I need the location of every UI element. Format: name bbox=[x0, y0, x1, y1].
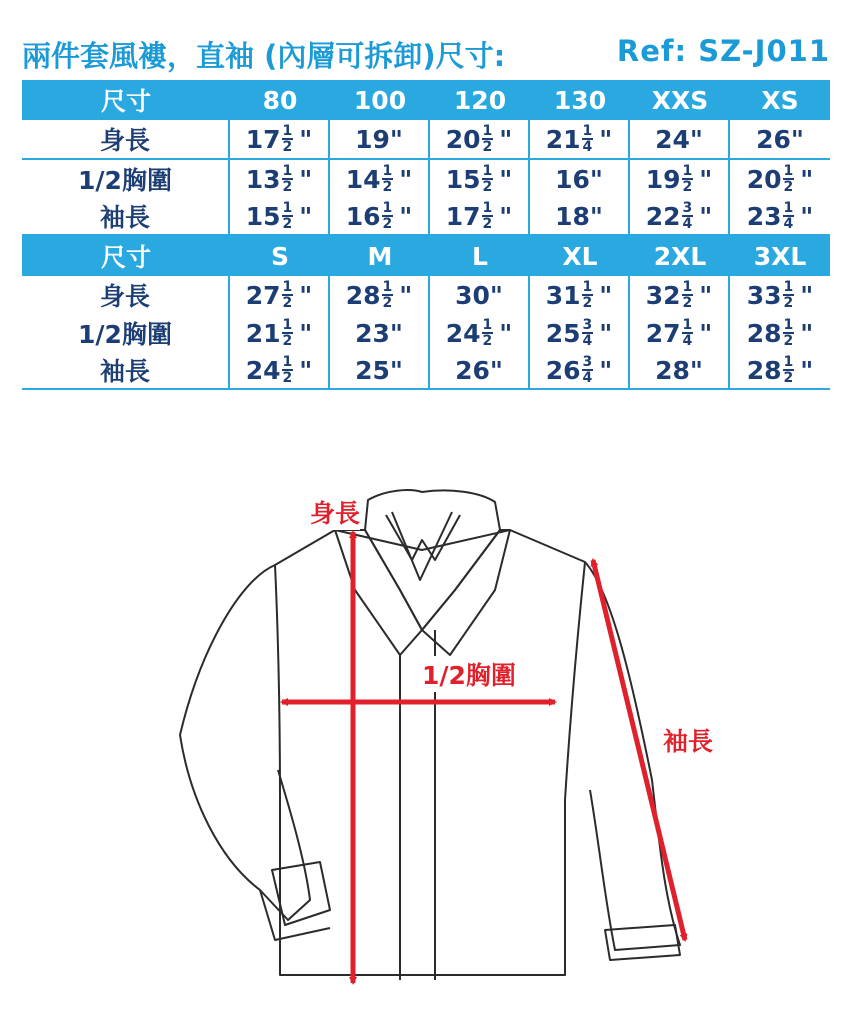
measurement-cell bbox=[730, 120, 830, 158]
fraction-part bbox=[382, 164, 394, 194]
whole-part: 20 bbox=[746, 164, 782, 194]
denominator: 2 bbox=[682, 179, 693, 195]
inch-mark: " bbox=[399, 280, 413, 310]
measurement-cell bbox=[730, 276, 830, 314]
numerator: 1 bbox=[282, 123, 293, 139]
measurement-fraction bbox=[446, 318, 513, 348]
fraction-part bbox=[482, 124, 494, 154]
measurement-cell bbox=[730, 314, 830, 352]
fraction-part bbox=[783, 164, 795, 194]
fraction-part bbox=[783, 355, 795, 385]
measurement-cell bbox=[630, 276, 730, 314]
denominator: 4 bbox=[582, 139, 593, 155]
header-size-cell: XXS bbox=[651, 85, 709, 115]
size-table bbox=[22, 80, 830, 390]
header-size-cell: 100 bbox=[353, 85, 407, 115]
fraction-part bbox=[482, 318, 494, 348]
inch-mark: " bbox=[800, 164, 814, 194]
fraction-part bbox=[282, 355, 294, 385]
measurement-cell bbox=[330, 120, 430, 158]
inch-mark: " bbox=[599, 280, 613, 310]
fraction-part bbox=[382, 201, 394, 231]
numerator: 1 bbox=[682, 163, 693, 179]
numerator: 1 bbox=[482, 123, 493, 139]
denominator: 2 bbox=[482, 139, 493, 155]
denominator: 2 bbox=[282, 179, 293, 195]
fraction-part bbox=[282, 201, 294, 231]
measurement-fraction bbox=[446, 201, 513, 231]
fraction-part bbox=[582, 318, 594, 348]
measurement-fraction bbox=[246, 318, 313, 348]
inch-mark: " bbox=[299, 355, 313, 385]
measurement-fraction bbox=[646, 280, 713, 310]
numerator: 1 bbox=[482, 200, 493, 216]
whole-part: 21 bbox=[245, 318, 281, 348]
measurement-cell bbox=[230, 276, 330, 314]
fraction-part bbox=[282, 280, 294, 310]
measurement-fraction bbox=[246, 124, 313, 154]
sleeve-label: 袖長 bbox=[663, 722, 713, 758]
fraction-part bbox=[682, 201, 694, 231]
inch-mark: " bbox=[699, 318, 713, 348]
numerator: 1 bbox=[282, 200, 293, 216]
numerator: 1 bbox=[282, 317, 293, 333]
numerator: 1 bbox=[783, 163, 794, 179]
measurement-fraction bbox=[246, 355, 313, 385]
fraction-part bbox=[783, 201, 795, 231]
measurement-cell bbox=[430, 276, 530, 314]
header-size-label: 尺寸 bbox=[100, 243, 151, 272]
inch-mark: " bbox=[499, 201, 513, 231]
numerator: 3 bbox=[582, 317, 593, 333]
row-label: 袖長 bbox=[22, 352, 230, 388]
denominator: 2 bbox=[582, 295, 593, 311]
numerator: 1 bbox=[382, 163, 393, 179]
whole-part: 26 bbox=[545, 355, 581, 385]
denominator: 2 bbox=[282, 216, 293, 232]
header-size-cell: 2XL bbox=[653, 241, 707, 271]
measurement-cell bbox=[530, 120, 630, 158]
measurement-cell bbox=[630, 120, 730, 158]
fraction-part bbox=[783, 318, 795, 348]
numerator: 1 bbox=[682, 317, 693, 333]
whole-part: 16 bbox=[345, 201, 381, 231]
denominator: 4 bbox=[783, 216, 794, 232]
fraction-part bbox=[382, 280, 394, 310]
measurement-fraction bbox=[446, 124, 513, 154]
measurement-cell bbox=[630, 352, 730, 388]
whole-part: 24 bbox=[245, 355, 281, 385]
length-label: 身長 bbox=[310, 494, 360, 530]
inch-mark: " bbox=[599, 355, 613, 385]
numerator: 1 bbox=[282, 354, 293, 370]
denominator: 2 bbox=[783, 370, 794, 386]
row-label: 身長 bbox=[22, 120, 230, 158]
numerator: 1 bbox=[582, 123, 593, 139]
measurement-value: 28" bbox=[655, 355, 703, 385]
inch-mark: " bbox=[699, 201, 713, 231]
inch-mark: " bbox=[800, 318, 814, 348]
whole-part: 27 bbox=[245, 280, 281, 310]
measurement-cell bbox=[730, 160, 830, 198]
whole-part: 17 bbox=[445, 201, 481, 231]
table-header-row bbox=[22, 238, 830, 274]
inch-mark: " bbox=[399, 164, 413, 194]
measurement-value: 16" bbox=[555, 164, 603, 194]
measurement-fraction bbox=[246, 164, 313, 194]
measurement-value: 19" bbox=[355, 124, 403, 154]
row-label: 身長 bbox=[22, 276, 230, 314]
denominator: 2 bbox=[482, 216, 493, 232]
inch-mark: " bbox=[800, 280, 814, 310]
measurement-cell bbox=[630, 198, 730, 234]
header-size-cell: 120 bbox=[453, 85, 507, 115]
measurement-cell bbox=[630, 160, 730, 198]
whole-part: 21 bbox=[545, 124, 581, 154]
whole-part: 28 bbox=[746, 318, 782, 348]
measurement-value: 30" bbox=[455, 280, 503, 310]
header-size-cell: S bbox=[270, 241, 289, 271]
whole-part: 24 bbox=[445, 318, 481, 348]
inch-mark: " bbox=[699, 164, 713, 194]
measurement-fraction bbox=[646, 318, 713, 348]
chest-label: 1/2胸圍 bbox=[422, 656, 516, 692]
measurement-value: 26" bbox=[756, 124, 804, 154]
header-size-label: 尺寸 bbox=[100, 87, 151, 116]
chart-heading bbox=[22, 34, 830, 74]
numerator: 1 bbox=[282, 163, 293, 179]
measurement-cell bbox=[330, 276, 430, 314]
fraction-part bbox=[682, 318, 694, 348]
whole-part: 28 bbox=[345, 280, 381, 310]
measurement-cell bbox=[330, 314, 430, 352]
whole-part: 20 bbox=[445, 124, 481, 154]
jacket-diagram bbox=[160, 470, 720, 1000]
denominator: 2 bbox=[382, 179, 393, 195]
fraction-part bbox=[482, 201, 494, 231]
measurement-cell bbox=[430, 120, 530, 158]
measurement-value: 24" bbox=[655, 124, 703, 154]
fraction-part bbox=[582, 355, 594, 385]
header-size-cell: XS bbox=[761, 85, 799, 115]
row-label: 袖長 bbox=[22, 198, 230, 234]
measurement-fraction bbox=[246, 280, 313, 310]
inch-mark: " bbox=[599, 318, 613, 348]
denominator: 4 bbox=[582, 333, 593, 349]
header-size-cell: 80 bbox=[262, 85, 298, 115]
inch-mark: " bbox=[299, 124, 313, 154]
table-row bbox=[22, 198, 830, 234]
denominator: 2 bbox=[682, 295, 693, 311]
numerator: 1 bbox=[783, 317, 794, 333]
header-size-cell: XL bbox=[562, 241, 598, 271]
fraction-part bbox=[582, 280, 594, 310]
whole-part: 22 bbox=[645, 201, 681, 231]
measurement-fraction bbox=[747, 164, 814, 194]
inch-mark: " bbox=[599, 124, 613, 154]
measurement-fraction bbox=[446, 164, 513, 194]
fraction-part bbox=[682, 280, 694, 310]
denominator: 4 bbox=[582, 370, 593, 386]
measurement-fraction bbox=[747, 201, 814, 231]
measurement-fraction bbox=[747, 280, 814, 310]
denominator: 4 bbox=[682, 216, 693, 232]
numerator: 1 bbox=[482, 163, 493, 179]
denominator: 2 bbox=[282, 370, 293, 386]
numerator: 1 bbox=[783, 354, 794, 370]
whole-part: 32 bbox=[645, 280, 681, 310]
denominator: 4 bbox=[682, 333, 693, 349]
numerator: 1 bbox=[482, 317, 493, 333]
numerator: 1 bbox=[682, 279, 693, 295]
measurement-value: 25" bbox=[355, 355, 403, 385]
measurement-cell bbox=[430, 198, 530, 234]
measurement-cell bbox=[430, 314, 530, 352]
whole-part: 33 bbox=[746, 280, 782, 310]
table-row bbox=[22, 120, 830, 158]
header-size-cell: 3XL bbox=[753, 241, 807, 271]
measurement-cell bbox=[730, 352, 830, 388]
denominator: 2 bbox=[282, 295, 293, 311]
fraction-part bbox=[282, 164, 294, 194]
denominator: 2 bbox=[382, 295, 393, 311]
reference-code: Ref: SZ-J011 bbox=[616, 34, 830, 68]
table-header-row bbox=[22, 82, 830, 118]
measurement-cell bbox=[330, 352, 430, 388]
inch-mark: " bbox=[399, 201, 413, 231]
numerator: 1 bbox=[783, 200, 794, 216]
header-size-cell: L bbox=[472, 241, 488, 271]
inch-mark: " bbox=[299, 164, 313, 194]
table-row bbox=[22, 276, 830, 314]
inch-mark: " bbox=[800, 355, 814, 385]
header-size-cell: M bbox=[367, 241, 393, 271]
numerator: 1 bbox=[582, 279, 593, 295]
table-row bbox=[22, 352, 830, 388]
fraction-part bbox=[482, 164, 494, 194]
measurement-value: 18" bbox=[555, 201, 603, 231]
measurement-value: 26" bbox=[455, 355, 503, 385]
fraction-part bbox=[783, 280, 795, 310]
measurement-fraction bbox=[747, 355, 814, 385]
measurement-fraction bbox=[546, 124, 613, 154]
whole-part: 25 bbox=[545, 318, 581, 348]
whole-part: 15 bbox=[245, 201, 281, 231]
measurement-cell bbox=[530, 314, 630, 352]
whole-part: 23 bbox=[746, 201, 782, 231]
measurement-cell bbox=[230, 352, 330, 388]
denominator: 2 bbox=[783, 333, 794, 349]
page-title: 兩件套風褸，直袖 (內層可拆卸)尺寸: bbox=[22, 39, 506, 73]
jacket-outline bbox=[160, 470, 720, 1000]
numerator: 1 bbox=[282, 279, 293, 295]
whole-part: 14 bbox=[345, 164, 381, 194]
row-label: 1/2胸圍 bbox=[22, 314, 230, 352]
measurement-fraction bbox=[346, 201, 413, 231]
fraction-part bbox=[282, 318, 294, 348]
whole-part: 27 bbox=[645, 318, 681, 348]
denominator: 2 bbox=[282, 333, 293, 349]
whole-part: 13 bbox=[245, 164, 281, 194]
inch-mark: " bbox=[299, 280, 313, 310]
fraction-part bbox=[582, 124, 594, 154]
denominator: 2 bbox=[282, 139, 293, 155]
measurement-fraction bbox=[246, 201, 313, 231]
measurement-cell bbox=[330, 198, 430, 234]
table-row bbox=[22, 314, 830, 352]
whole-part: 31 bbox=[545, 280, 581, 310]
row-label: 1/2胸圍 bbox=[22, 160, 230, 198]
measurement-fraction bbox=[546, 280, 613, 310]
measurement-cell bbox=[430, 160, 530, 198]
whole-part: 17 bbox=[245, 124, 281, 154]
whole-part: 19 bbox=[645, 164, 681, 194]
measurement-cell bbox=[630, 314, 730, 352]
inch-mark: " bbox=[299, 201, 313, 231]
numerator: 1 bbox=[382, 279, 393, 295]
measurement-cell bbox=[330, 160, 430, 198]
measurement-cell bbox=[530, 198, 630, 234]
denominator: 2 bbox=[783, 179, 794, 195]
whole-part: 15 bbox=[445, 164, 481, 194]
measurement-cell bbox=[530, 276, 630, 314]
measurement-cell bbox=[530, 160, 630, 198]
measurement-fraction bbox=[646, 201, 713, 231]
fraction-part bbox=[282, 124, 294, 154]
measurement-value: 23" bbox=[355, 318, 403, 348]
inch-mark: " bbox=[800, 201, 814, 231]
inch-mark: " bbox=[499, 318, 513, 348]
denominator: 2 bbox=[783, 295, 794, 311]
denominator: 2 bbox=[482, 179, 493, 195]
numerator: 1 bbox=[382, 200, 393, 216]
measurement-cell bbox=[230, 198, 330, 234]
measurement-fraction bbox=[646, 164, 713, 194]
inch-mark: " bbox=[299, 318, 313, 348]
fraction-part bbox=[682, 164, 694, 194]
whole-part: 28 bbox=[746, 355, 782, 385]
denominator: 2 bbox=[382, 216, 393, 232]
measurement-cell bbox=[230, 120, 330, 158]
inch-mark: " bbox=[499, 164, 513, 194]
measurement-cell bbox=[730, 198, 830, 234]
measurement-cell bbox=[430, 352, 530, 388]
numerator: 3 bbox=[582, 354, 593, 370]
measurement-fraction bbox=[546, 355, 613, 385]
header-size-cell: 130 bbox=[553, 85, 607, 115]
table-row bbox=[22, 160, 830, 198]
measurement-cell bbox=[230, 160, 330, 198]
denominator: 2 bbox=[482, 333, 493, 349]
measurement-fraction bbox=[346, 280, 413, 310]
numerator: 3 bbox=[682, 200, 693, 216]
measurement-cell bbox=[530, 352, 630, 388]
measurement-cell bbox=[230, 314, 330, 352]
inch-mark: " bbox=[699, 280, 713, 310]
numerator: 1 bbox=[783, 279, 794, 295]
measurement-fraction bbox=[747, 318, 814, 348]
measurement-fraction bbox=[346, 164, 413, 194]
measurement-fraction bbox=[546, 318, 613, 348]
inch-mark: " bbox=[499, 124, 513, 154]
